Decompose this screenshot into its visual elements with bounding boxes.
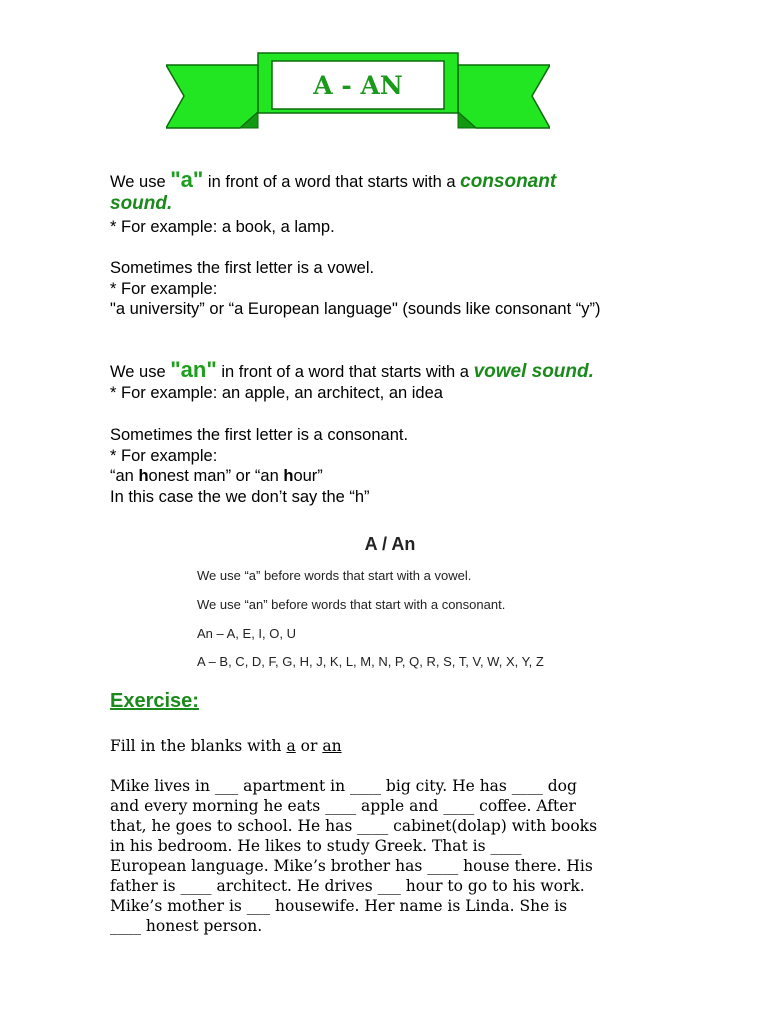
image-line: We use “a” before words that start with a vowel. xyxy=(197,568,472,583)
exercise-instructions: Fill in the blanks with a or an xyxy=(110,737,342,755)
rule-an-line: We use "an" in front of a word that starts with a vowel sound. xyxy=(110,357,594,382)
silent-h-note: In this case the we don’t say the “h” xyxy=(110,488,370,506)
vowel-exception: Sometimes the first letter is a vowel. xyxy=(110,259,375,277)
exercise-line: that, he goes to school. He has ____ cabinet(dolap) with books xyxy=(110,817,598,835)
vowel-sound-word: vowel sound. xyxy=(473,361,594,382)
exercise-line: in his bedroom. He likes to study Greek. That is ____ xyxy=(110,837,522,855)
image-line: We use “an” before words that start with a consonant. xyxy=(197,597,506,612)
example-label: * For example: xyxy=(110,280,218,298)
consonant-exception: Sometimes the first letter is a consonant. xyxy=(110,426,409,444)
example-honest-hour: “an honest man” or “an hour” xyxy=(110,467,323,485)
exercise-line: and every morning he eats ____ apple and ____ coffee. After xyxy=(110,797,576,815)
example-university: "a university” or “a European language" (sounds like consonant “y”) xyxy=(110,300,601,318)
exercise-line: Mike lives in ___ apartment in ____ big city. He has ____ dog xyxy=(110,777,577,795)
exercise-line: European language. Mike’s brother has ____ house there. His xyxy=(110,857,593,875)
emphasis-a: "a" xyxy=(170,167,204,192)
example-an: * For example: an apple, an architect, an idea xyxy=(110,384,443,402)
image-line: An – A, E, I, O, U xyxy=(197,626,296,641)
rule-a-line-2: sound. xyxy=(110,193,173,214)
title-banner xyxy=(166,50,550,130)
example-label-2: * For example: xyxy=(110,447,218,465)
image-line: A – B, C, D, F, G, H, J, K, L, M, N, P, Q, R, S, T, V, W, X, Y, Z xyxy=(197,654,544,669)
emphasis-an: "an" xyxy=(170,357,217,382)
page-title: A - AN xyxy=(313,70,403,100)
example-a: * For example: a book, a lamp. xyxy=(110,218,335,236)
exercise-heading: Exercise: xyxy=(110,690,199,712)
rule-a-line: We use "a" in front of a word that starts with a consonant xyxy=(110,167,557,192)
a-an-reference-image xyxy=(190,530,590,676)
consonant-word: consonant xyxy=(460,171,557,192)
image-title: A / An xyxy=(364,534,416,554)
exercise-line: ____ honest person. xyxy=(110,917,263,935)
exercise-line: Mike’s mother is ___ housewife. Her name is Linda. She is xyxy=(110,897,568,915)
exercise-line: father is ____ architect. He drives ___ hour to go to his work. xyxy=(110,877,585,895)
